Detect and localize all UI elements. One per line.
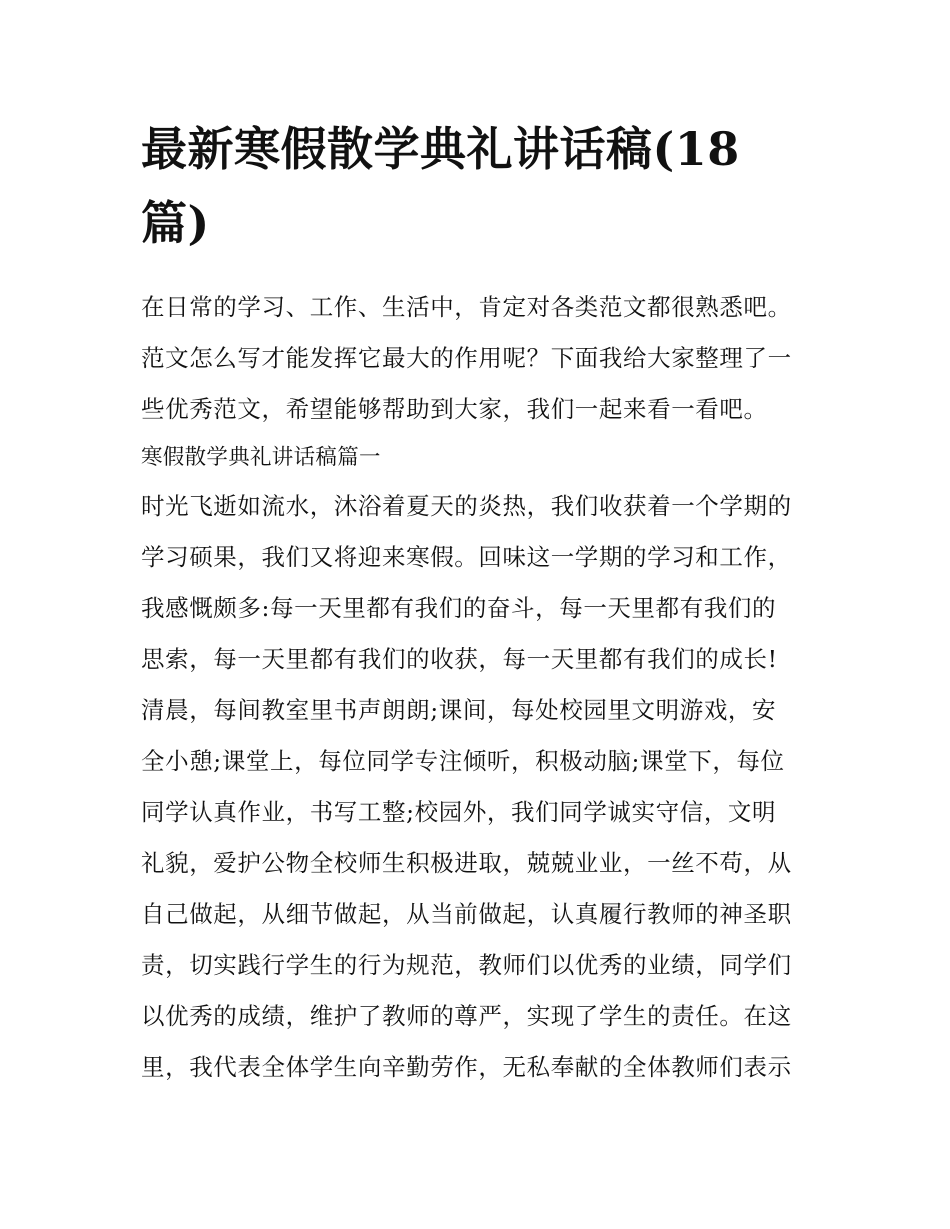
intro-line: 些优秀范文，希望能够帮助到大家，我们一起来看一看吧。 [141, 395, 768, 423]
intro-line: 在日常的学习、工作、生活中，肯定对各类范文都很熟悉吧。 [141, 293, 792, 321]
body-line: 学习硕果，我们又将迎来寒假。回味这一学期的学习和工作， [141, 543, 792, 571]
document-title: 最新寒假散学典礼讲话稿(18 篇) [141, 122, 740, 250]
body-line: 自己做起，从细节做起，从当前做起，认真履行教师的神圣职 [141, 900, 792, 928]
body-line: 同学认真作业，书写工整;校园外，我们同学诚实守信，文明 [141, 798, 777, 826]
intro-paragraph [141, 282, 821, 435]
section-heading: 寒假散学典礼讲话稿篇一 [141, 445, 381, 470]
body-line: 责，切实践行学生的行为规范，教师们以优秀的业绩，同学们 [141, 951, 792, 979]
body-line: 清晨，每间教室里书声朗朗;课间，每处校园里文明游戏，安 [141, 696, 777, 724]
body-line: 礼貌，爱护公物全校师生积极进取，兢兢业业，一丝不苟，从 [141, 849, 792, 877]
body-line: 以优秀的成绩，维护了教师的尊严，实现了学生的责任。在这 [141, 1002, 792, 1030]
body-line: 我感慨颇多:每一天里都有我们的奋斗，每一天里都有我们的 [141, 594, 777, 622]
body-line: 里，我代表全体学生向辛勤劳作，无私奉献的全体教师们表示 [141, 1053, 792, 1081]
body-paragraph [141, 481, 821, 1093]
document-content [141, 112, 821, 1093]
body-line: 时光飞逝如流水，沐浴着夏天的炎热，我们收获着一个学期的 [141, 492, 792, 520]
body-line: 思索，每一天里都有我们的收获，每一天里都有我们的成长! [141, 645, 778, 673]
intro-line: 范文怎么写才能发挥它最大的作用呢？下面我给大家整理了一 [141, 344, 792, 372]
body-line: 全小憩;课堂上，每位同学专注倾听，积极动脑;课堂下，每位 [141, 747, 785, 775]
